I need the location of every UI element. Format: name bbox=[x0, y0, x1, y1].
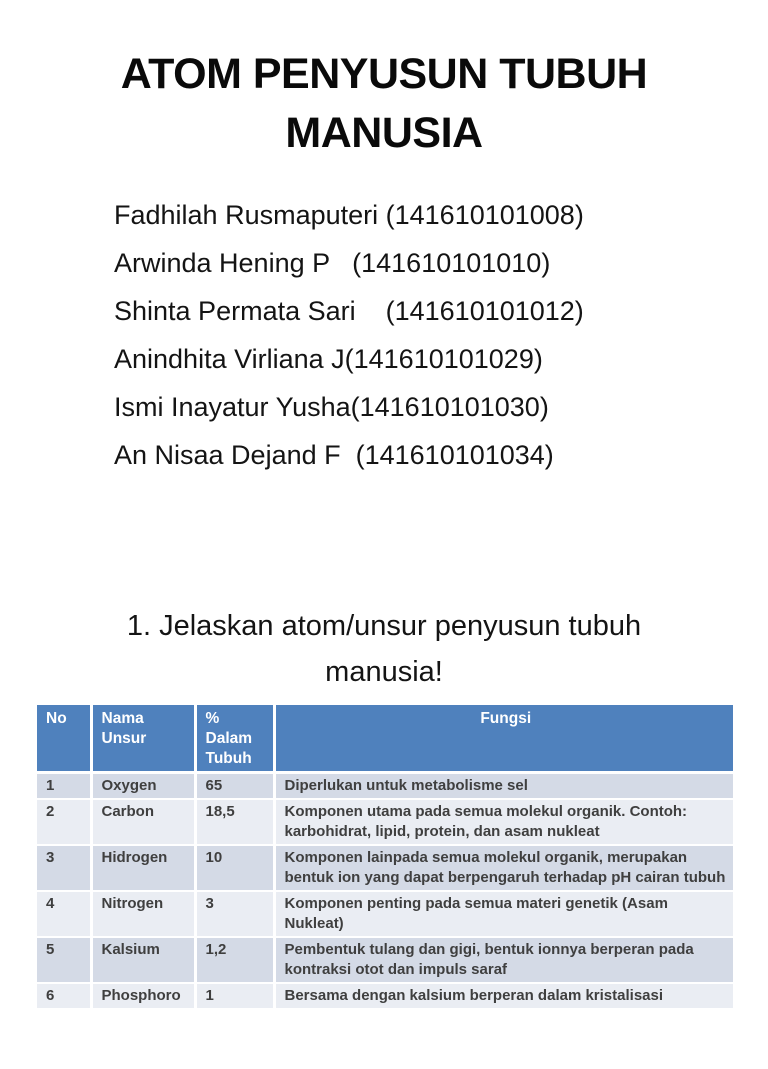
member-line: Anindhita Virliana J(141610101029) bbox=[114, 344, 543, 374]
cell-fungsi: Bersama dengan kalsium berperan dalam kristalisasi bbox=[274, 983, 733, 1008]
question-heading: 1. Jelaskan atom/unsur penyusun tubuh manusia! bbox=[126, 610, 642, 688]
cell-fungsi: Diperlukan untuk metabolisme sel bbox=[274, 773, 733, 800]
member-line: Fadhilah Rusmaputeri (141610101008) bbox=[114, 200, 584, 230]
table-header-row bbox=[37, 705, 733, 773]
cell-persen: 3 bbox=[195, 891, 274, 937]
presentation-slide bbox=[0, 45, 768, 1069]
cell-fungsi: Komponen utama pada semua molekul organik. Contoh: karbohidrat, lipid, protein, dan asam nukleat bbox=[274, 799, 733, 845]
cell-persen: 1,2 bbox=[195, 937, 274, 983]
cell-persen: 65 bbox=[195, 773, 274, 800]
table-row bbox=[37, 891, 733, 937]
cell-unsur: Carbon bbox=[91, 799, 195, 845]
member-line: An Nisaa Dejand F (141610101034) bbox=[114, 440, 554, 470]
table-row bbox=[37, 845, 733, 891]
member-line: Shinta Permata Sari (141610101012) bbox=[114, 296, 584, 326]
cell-no: 4 bbox=[37, 891, 91, 937]
column-header-fungsi: Fungsi bbox=[274, 705, 733, 773]
cell-unsur: Nitrogen bbox=[91, 891, 195, 937]
slide-title: ATOM PENYUSUN TUBUH MANUSIA bbox=[120, 50, 648, 157]
table-row bbox=[37, 937, 733, 983]
element-function-table bbox=[37, 705, 733, 1008]
column-header-persen: % Dalam Tubuh bbox=[195, 705, 274, 773]
column-header-nama: Nama Unsur bbox=[91, 705, 195, 773]
table-row bbox=[37, 773, 733, 800]
cell-unsur: Hidrogen bbox=[91, 845, 195, 891]
cell-persen: 18,5 bbox=[195, 799, 274, 845]
cell-unsur: Kalsium bbox=[91, 937, 195, 983]
cell-no: 5 bbox=[37, 937, 91, 983]
cell-persen: 1 bbox=[195, 983, 274, 1008]
cell-no: 2 bbox=[37, 799, 91, 845]
cell-unsur: Phosphoro bbox=[91, 983, 195, 1008]
cell-no: 6 bbox=[37, 983, 91, 1008]
cell-fungsi: Komponen penting pada semua materi genetik (Asam Nukleat) bbox=[274, 891, 733, 937]
table-row bbox=[37, 799, 733, 845]
member-list bbox=[114, 191, 768, 479]
cell-unsur: Oxygen bbox=[91, 773, 195, 800]
cell-no: 1 bbox=[37, 773, 91, 800]
table-row bbox=[37, 983, 733, 1008]
cell-persen: 10 bbox=[195, 845, 274, 891]
member-line: Arwinda Hening P (141610101010) bbox=[114, 248, 551, 278]
cell-fungsi: Komponen lainpada semua molekul organik, merupakan bentuk ion yang dapat berpengaruh terhadap pH cairan tubuh bbox=[274, 845, 733, 891]
member-line: Ismi Inayatur Yusha(141610101030) bbox=[114, 392, 549, 422]
cell-no: 3 bbox=[37, 845, 91, 891]
column-header-no: No bbox=[37, 705, 91, 773]
cell-fungsi: Pembentuk tulang dan gigi, bentuk ionnya berperan pada kontraksi otot dan impuls saraf bbox=[274, 937, 733, 983]
